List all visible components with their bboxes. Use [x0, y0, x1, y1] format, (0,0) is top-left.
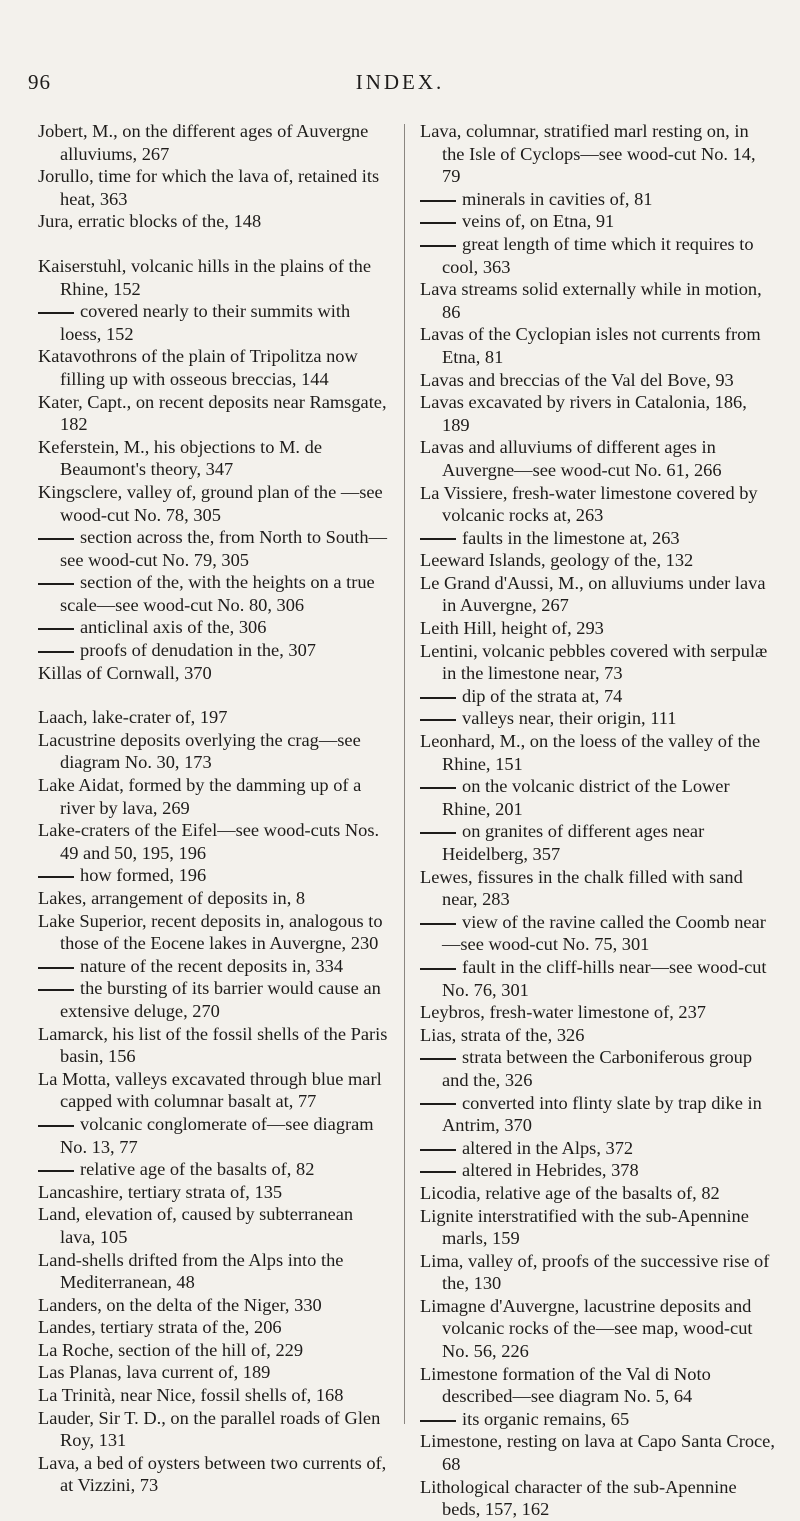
- index-entry: Lavas and alluviums of different ages in Auvergne—see wood-cut No. 61, 266: [420, 437, 722, 480]
- index-entry: Lacustrine deposits overlying the crag—see diagram No. 30, 173: [38, 729, 361, 773]
- index-entry: Limestone, resting on lava at Capo Santa Croce, 68: [420, 1431, 775, 1475]
- index-subentry: its organic remains, 65: [420, 1408, 775, 1431]
- index-entry: Lavas of the Cyclopian isles not currents from Etna, 81: [420, 324, 761, 367]
- index-entry: Katavothrons of the plain of Tripolitza now filling up with osseous breccias, 144: [38, 346, 358, 389]
- index-subentry: converted into flinty slate by trap dike in Antrim, 370: [420, 1092, 775, 1137]
- index-entry: Lamarck, his list of the fossil shells of the Paris basin, 156: [38, 1023, 388, 1067]
- index-subentry: dip of the strata at, 74: [420, 685, 775, 708]
- index-subentry: section of the, with the heights on a true scale—see wood-cut No. 80, 306: [38, 571, 390, 616]
- index-entry: Las Planas, lava current of, 189: [38, 1362, 271, 1383]
- index-entry: Lakes, arrangement of deposits in, 8: [38, 888, 306, 908]
- index-subentry: faults in the limestone at, 263: [420, 527, 775, 550]
- index-entry: Lentini, volcanic pebbles covered with serpulæ in the limestone near, 73: [420, 640, 768, 684]
- index-entry: Lake Superior, recent deposits in, analogous to those of the Eocene lakes in Auvergne, 230: [38, 910, 383, 954]
- index-subentry: nature of the recent deposits in, 334: [38, 955, 390, 978]
- index-subentry: on granites of different ages near Heidelberg, 357: [420, 820, 775, 865]
- index-entry: Lima, valley of, proofs of the successive rise of the, 130: [420, 1250, 770, 1294]
- index-subentry: altered in Hebrides, 378: [420, 1159, 775, 1182]
- index-entry: Landes, tertiary strata of the, 206: [38, 1317, 282, 1338]
- page-header: [0, 70, 800, 104]
- index-entry: Le Grand d'Aussi, M., on alluviums under lava in Auvergne, 267: [420, 572, 766, 616]
- index-entry: Lake-craters of the Eifel—see wood-cuts Nos. 49 and 50, 195, 196: [38, 820, 380, 863]
- index-entry: La Roche, section of the hill of, 229: [38, 1339, 304, 1360]
- index-entry: Lava streams solid externally while in motion, 86: [420, 279, 762, 322]
- index-entry: Kaiserstuhl, volcanic hills in the plains of the Rhine, 152: [38, 255, 372, 299]
- index-entry: Lavas and breccias of the Val del Bove, 93: [420, 369, 734, 390]
- index-entry: La Motta, valleys excavated through blue marl capped with columnar basalt at, 77: [38, 1068, 382, 1112]
- index-subentry: anticlinal axis of the, 306: [38, 616, 390, 639]
- index-entry: Lignite interstratified with the sub-Apennine marls, 159: [420, 1205, 749, 1249]
- index-entry: Leybros, fresh-water limestone of, 237: [420, 1002, 706, 1023]
- index-entry: Limagne d'Auvergne, lacustrine deposits and volcanic rocks of the—see map, wood-cut No. 56, 226: [420, 1295, 753, 1362]
- index-subentry: proofs of denudation in the, 307: [38, 639, 390, 662]
- index-subentry: great length of time which it requires to cool, 363: [420, 233, 775, 278]
- index-subentry: on the volcanic district of the Lower Rhine, 201: [420, 775, 775, 820]
- index-entry: Landers, on the delta of the Niger, 330: [38, 1294, 322, 1315]
- index-entry: Land-shells drifted from the Alps into the Mediterranean, 48: [38, 1249, 344, 1293]
- index-subentry: view of the ravine called the Coomb near—see wood-cut No. 75, 301: [420, 911, 775, 956]
- index-subentry: altered in the Alps, 372: [420, 1137, 775, 1160]
- index-subentry: minerals in cavities of, 81: [420, 188, 775, 211]
- index-subentry: relative age of the basalts of, 82: [38, 1158, 390, 1181]
- index-entry: Land, elevation of, caused by subterranean lava, 105: [38, 1204, 354, 1247]
- index-entry: Laach, lake-crater of, 197: [38, 707, 228, 728]
- index-subentry: how formed, 196: [38, 864, 390, 887]
- index-entry: Limestone formation of the Val di Noto described—see diagram No. 5, 64: [420, 1363, 711, 1407]
- index-entry: Lithological character of the sub-Apennine beds, 157, 162: [420, 1476, 737, 1520]
- index-entry: Kater, Capt., on recent deposits near Ramsgate, 182: [38, 391, 387, 435]
- index-subentry: covered nearly to their summits with loess, 152: [38, 300, 390, 345]
- index-column-left: [38, 120, 390, 1497]
- index-entry: Lava, a bed of oysters between two currents of, at Vizzini, 73: [38, 1452, 387, 1496]
- index-entry: Leonhard, M., on the loess of the valley of the Rhine, 151: [420, 731, 761, 774]
- index-column-right: [420, 120, 775, 1521]
- index-entry: Killas of Cornwall, 370: [38, 662, 212, 683]
- index-entry: Leeward Islands, geology of the, 132: [420, 550, 694, 571]
- index-subentry: section across the, from North to South—see wood-cut No. 79, 305: [38, 526, 390, 571]
- index-entry: Jura, erratic blocks of the, 148: [38, 211, 262, 232]
- index-entry: Jorullo, time for which the lava of, retained its heat, 363: [38, 166, 380, 209]
- index-subentry: the bursting of its barrier would cause an extensive deluge, 270: [38, 977, 390, 1022]
- index-entry: Leith Hill, height of, 293: [420, 618, 604, 639]
- index-entry: La Trinità, near Nice, fossil shells of, 168: [38, 1385, 344, 1406]
- index-subentry: veins of, on Etna, 91: [420, 210, 775, 233]
- index-subentry: volcanic conglomerate of—see diagram No. 13, 77: [38, 1113, 390, 1158]
- index-entry: Lavas excavated by rivers in Catalonia, 186, 189: [420, 392, 747, 435]
- index-entry: Jobert, M., on the different ages of Auvergne alluviums, 267: [38, 121, 369, 164]
- index-subentry: strata between the Carboniferous group and the, 326: [420, 1046, 775, 1091]
- index-subentry: valleys near, their origin, 111: [420, 707, 775, 730]
- index-entry: Lewes, fissures in the chalk filled with sand near, 283: [420, 866, 743, 910]
- index-entry: Licodia, relative age of the basalts of, 82: [420, 1182, 720, 1203]
- index-entry: La Vissiere, fresh-water limestone covered by volcanic rocks at, 263: [420, 482, 758, 526]
- index-entry: Lauder, Sir T. D., on the parallel roads of Glen Roy, 131: [38, 1407, 381, 1451]
- index-entry: Lancashire, tertiary strata of, 135: [38, 1181, 283, 1202]
- index-entry: Lava, columnar, stratified marl resting on, in the Isle of Cyclops—see wood-cut No. 14, 79: [420, 121, 756, 187]
- index-subentry: fault in the cliff-hills near—see wood-cut No. 76, 301: [420, 956, 775, 1001]
- column-divider: [404, 124, 405, 1424]
- index-entry: Lias, strata of the, 326: [420, 1024, 585, 1045]
- index-entry: Kingsclere, valley of, ground plan of the —see wood-cut No. 78, 305: [38, 481, 383, 525]
- running-head: INDEX.: [355, 70, 445, 94]
- index-entry: Lake Aidat, formed by the damming up of a river by lava, 269: [38, 775, 362, 818]
- page-number: 96: [28, 70, 51, 94]
- index-entry: Keferstein, M., his objections to M. de Beaumont's theory, 347: [38, 436, 322, 480]
